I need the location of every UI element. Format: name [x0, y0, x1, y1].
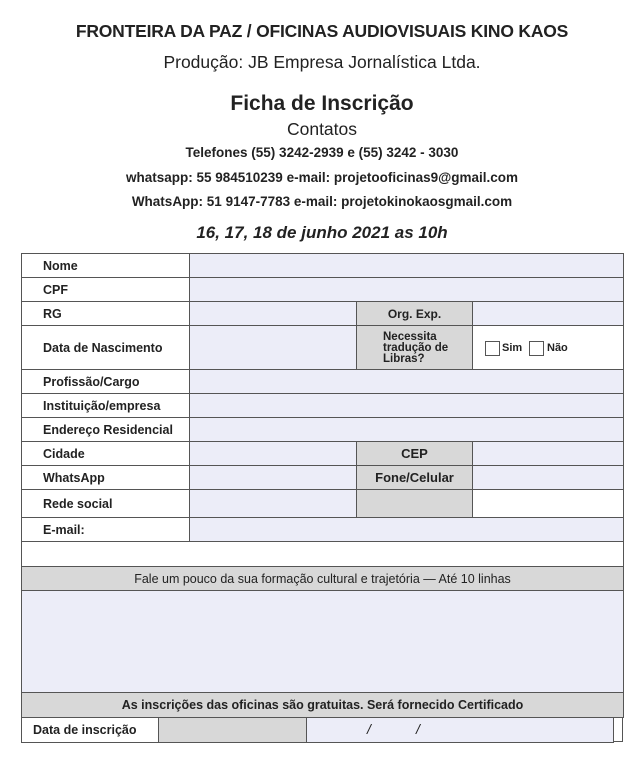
- rede-social-extra-field[interactable]: [472, 489, 624, 518]
- nome-field[interactable]: [189, 253, 624, 278]
- sim-label: Sim: [502, 342, 523, 354]
- rg-label: RG: [21, 301, 190, 326]
- date-slash-2: /: [416, 721, 420, 737]
- libras-label: Necessita tradução de Libras?: [383, 331, 449, 365]
- endereco-label: Endereço Residencial: [21, 417, 190, 442]
- whatsapp-field[interactable]: [189, 465, 357, 490]
- form-title: Ficha de Inscrição: [230, 92, 414, 115]
- nao-label: Não: [547, 342, 568, 354]
- organization-title: FRONTEIRA DA PAZ / OFICINAS AUDIOVISUAIS KINO KAOS: [75, 21, 569, 41]
- libras-label-cell: [356, 325, 473, 370]
- data-nascimento-label: Data de Nascimento: [21, 325, 190, 370]
- rede-social-gray-cell: [356, 489, 473, 518]
- cpf-field[interactable]: [189, 277, 624, 302]
- event-dates: 16, 17, 18 de junho 2021 as 10h: [196, 223, 448, 242]
- libras-options: [472, 325, 624, 370]
- data-nascimento-field[interactable]: [189, 325, 357, 370]
- data-inscricao-gray-cell: [158, 717, 307, 743]
- email-label: E-mail:: [21, 517, 190, 542]
- nao-checkbox[interactable]: [529, 341, 544, 356]
- sim-checkbox[interactable]: [485, 341, 500, 356]
- instituicao-label: Instituição/empresa: [21, 393, 190, 418]
- cep-label: CEP: [356, 441, 473, 466]
- contact-line-2: WhatsApp: 51 9147-7783 e-mail: projetokinokaosgmail.com: [131, 194, 513, 209]
- data-inscricao-label: Data de inscrição: [21, 717, 159, 743]
- endereco-field[interactable]: [189, 417, 624, 442]
- cidade-label: Cidade: [21, 441, 190, 466]
- phones-line: Telefones (55) 3242-2939 e (55) 3242 - 3030: [185, 145, 459, 160]
- formacao-header: Fale um pouco da sua formação cultural e trajetória — Até 10 linhas: [21, 566, 624, 591]
- gratuitas-notice: As inscrições das oficinas são gratuitas. Será fornecido Certificado: [21, 692, 624, 718]
- date-slash-1: /: [367, 721, 371, 737]
- email-field[interactable]: [189, 517, 624, 542]
- org-exp-label: Org. Exp.: [356, 301, 473, 326]
- org-exp-field[interactable]: [472, 301, 624, 326]
- contact-line-1: whatsapp: 55 984510239 e-mail: projetooficinas9@gmail.com: [125, 170, 519, 185]
- fone-label: Fone/Celular: [356, 465, 473, 490]
- instituicao-field[interactable]: [189, 393, 624, 418]
- profissao-label: Profissão/Cargo: [21, 369, 190, 394]
- rede-social-field[interactable]: [189, 489, 357, 518]
- cidade-field[interactable]: [189, 441, 357, 466]
- formacao-textarea[interactable]: [21, 590, 624, 693]
- whatsapp-label: WhatsApp: [21, 465, 190, 490]
- blank-row: [21, 541, 624, 567]
- cpf-label: CPF: [21, 277, 190, 302]
- rg-field[interactable]: [189, 301, 357, 326]
- rede-social-label: Rede social: [21, 489, 190, 518]
- fone-field[interactable]: [472, 465, 624, 490]
- registration-form: [21, 253, 623, 742]
- cep-field[interactable]: [472, 441, 624, 466]
- contacts-title: Contatos: [286, 119, 358, 139]
- nome-label: Nome: [21, 253, 190, 278]
- data-inscricao-field[interactable]: [306, 717, 614, 743]
- production-line: Produção: JB Empresa Jornalística Ltda.: [163, 52, 481, 72]
- profissao-field[interactable]: [189, 369, 624, 394]
